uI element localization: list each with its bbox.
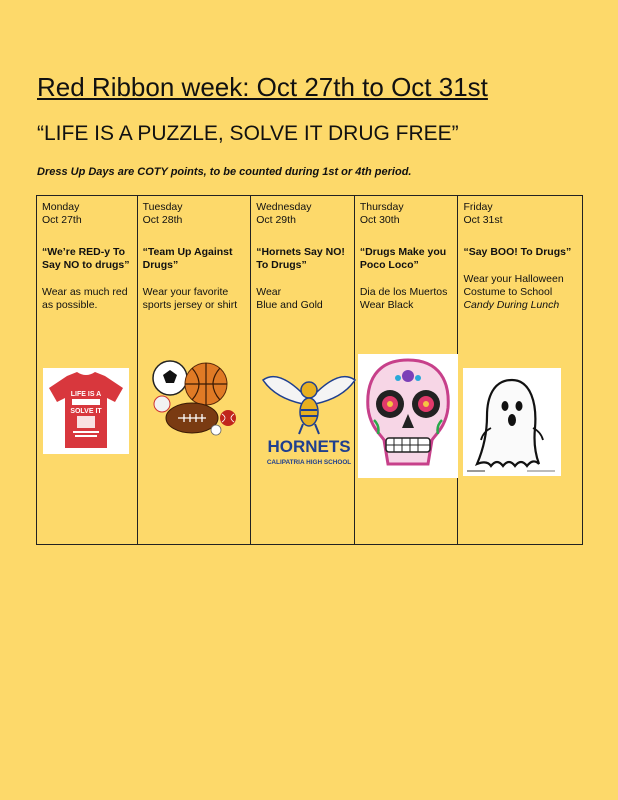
ghost-icon: [463, 368, 561, 476]
day-date: Oct 28th: [142, 214, 183, 226]
day-theme: “Hornets Say NO! To Drugs”: [256, 246, 345, 271]
day-dress-code: Dia de los Muertos: [359, 286, 448, 298]
day-dress-code: Wear as much red as possible.: [42, 286, 128, 311]
school-name: CALIPATRIA HIGH SCHOOL: [267, 459, 352, 466]
day-dress-code: Wear: [256, 286, 282, 298]
red-tshirt-icon: [43, 368, 129, 454]
day-column-wednesday: [251, 196, 355, 544]
day-theme: “Team Up Against Drugs”: [142, 246, 233, 271]
day-name: Tuesday: [142, 201, 183, 213]
day-name: Friday: [463, 201, 493, 213]
day-column-thursday: [355, 196, 459, 544]
day-dress-code-2: Wear Black: [359, 299, 414, 311]
day-name: Thursday: [359, 201, 404, 213]
schedule-table: [36, 195, 583, 545]
page-title: Red Ribbon week: Oct 27th to Oct 31st: [37, 72, 488, 102]
day-date: Oct 31st: [463, 214, 503, 226]
day-dress-code: Wear your Halloween Costume to School: [463, 273, 564, 298]
day-name: Wednesday: [256, 201, 312, 213]
day-date: Oct 27th: [42, 214, 82, 226]
sports-balls-icon: [148, 358, 244, 440]
hornets-wordmark: HORNETS: [267, 437, 351, 456]
day-dress-code-2: Blue and Gold: [256, 299, 323, 311]
shirt-text-2: SOLVE IT: [70, 408, 102, 415]
day-theme: “We’re RED-y To Say NO to drugs”: [42, 246, 130, 271]
day-date: Oct 29th: [256, 214, 296, 226]
dress-up-note: Dress Up Days are COTY points, to be counted during 1st or 4th period.: [37, 166, 412, 178]
day-theme: “Drugs Make you Poco Loco”: [359, 246, 447, 271]
slogan: “LIFE IS A PUZZLE, SOLVE IT DRUG FREE”: [37, 122, 459, 145]
day-column-friday: [458, 196, 582, 544]
day-column-tuesday: [138, 196, 252, 544]
day-theme: “Say BOO! To Drugs”: [463, 246, 572, 258]
sugar-skull-icon: [358, 354, 458, 478]
day-column-monday: [37, 196, 138, 544]
day-date: Oct 30th: [359, 214, 400, 226]
day-extra-note: Candy During Lunch: [463, 299, 560, 311]
shirt-text-1: LIFE IS A: [70, 391, 102, 398]
hornet-mascot-icon: [259, 368, 359, 480]
day-dress-code: Wear your favorite sports jersey or shirt: [142, 286, 238, 311]
day-name: Monday: [42, 201, 80, 213]
